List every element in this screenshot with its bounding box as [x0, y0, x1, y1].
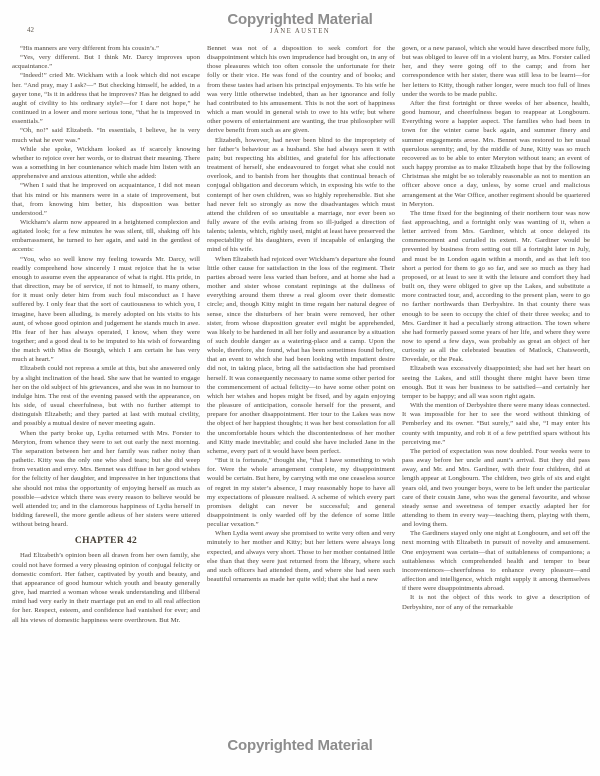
paragraph: After the first fortnight or three weeks of her absence, health, good humour, and cheerfulness began to reappear at Longbourn. Everything wore a happier aspect. The families who had been in town for the winter came back again, and summer finery and summer engagements arose. Mrs. Bennet was restored to her usual querulous serenity; and, by the middle of June, Kitty was so much recovered as to be able to enter Meryton without tears; an event of such happy promise as to make Elizabeth hope that by the following Christmas she might be so tolerably reasonable as not to mention an officer above once a day, unless, by some cruel and malicious arrangement at the War Office, another regiment should be quartered in Meryton. [402, 99, 590, 208]
paragraph: “Indeed!” cried Mr. Wickham with a look which did not escape her. “And pray, may I ask?—” But checking himself, he added, in a gayer tone, “Is it in address that he improves? Has he deigned to add aught of civility to his ordinary style?—for I dare not hope,” he continued in a lower and more serious tone, “that he is improved in essentials.” [12, 72, 200, 126]
paragraph: Elizabeth could not repress a smile at this, but she answered only by a slight inclination of the head. She saw that he wanted to engage her on the old subject of his grievances, and she was in no humour to indulge him. The rest of the evening passed with the appearance, on his side, of usual cheerfulness, but with no further attempt to distinguish Elizabeth; and they parted at last with mutual civility, and possibly a mutual desire of never meeting again. [12, 365, 200, 428]
paragraph: “When I said that he improved on acquaintance, I did not mean that his mind or his manners were in a state of improvement, but that, from knowing him better, his disposition was better understood.” [12, 182, 200, 217]
paragraph-continuation: Bennet was not of a disposition to seek comfort for the disappointment which his own imprudence had brought on, in any of those pleasures which too often console the unfortunate for their folly or their vice. He was fond of the country and of books; and from these tastes had arisen his principal enjoyments. To his wife he was very little otherwise indebted, than as her ignorance and folly had contributed to his amusement. This is not the sort of happiness which a man would in general wish to owe to his wife; but where other powers of entertainment are wanting, the true philosopher will derive benefit from such as are given. [207, 45, 395, 135]
paragraph: Wickham’s alarm now appeared in a heightened complexion and agitated look; for a few minutes he was silent, till, shaking off his embarrassment, he turned to her again, and said in the gentlest of accents: [12, 218, 200, 254]
paragraph: Elizabeth, however, had never been blind to the impropriety of her father’s behaviour as a husband. She had always seen it with pain; but respecting his abilities, and grateful for his affectionate treatment of herself, she endeavoured to forget what she could not overlook, and to banish from her thoughts that continual breach of conjugal obligation and decorum which, in exposing his wife to the contempt of her own children, was so highly reprehensible. But she had never felt so strongly as now the disadvantages which must attend the children of so unsuitable a marriage, nor ever been so fully aware of the evils arising from so ill-judged a direction of talents; talents, which, rightly used, might at least have preserved the respectability of his daughters, even if incapable of enlarging the mind of his wife. [207, 136, 395, 254]
paragraph: Had Elizabeth’s opinion been all drawn from her own family, she could not have formed a very pleasing opinion of conjugal felicity or domestic comfort. Her father, captivated by youth and beauty, and that appearance of good humour which youth and beauty generally give, had married a woman whose weak understanding and illiberal mind had very early in their marriage put an end to all real affection for her. Respect, esteem, and confidence had vanished for ever; and all his views of domestic happiness were overthrown. But Mr. [12, 552, 200, 624]
paragraph: When Lydia went away she promised to write very often and very minutely to her mother and Kitty; but her letters were always long expected, and always very short. Those to her mother contained little else than that they were just returned from the library, where such and such officers had attended them, and where she had seen such beautiful ornaments as made her quite wild; that she had a new [207, 530, 395, 584]
paragraph: “You, who so well know my feeling towards Mr. Darcy, will readily comprehend how sincerely I must rejoice that he is wise enough to assume even the appearance of what is right. His pride, in that direction, may be of service, if not to himself, to many others, for it must only deter him from such foul misconduct as I have suffered by. I only fear that the sort of cautiousness to which you, I imagine, have been alluding, is merely adopted on his visits to his aunt, of whose good opinion and judgement he stands much in awe. His fear of her has always operated, I know, when they were together; and a good deal is to be imputed to his wish of forwarding the match with Miss de Bourgh, which I am certain he has very much at heart.” [12, 255, 200, 364]
paragraph: “Oh, no!” said Elizabeth. “In essentials, I believe, he is very much what he ever was.” [12, 127, 200, 144]
paragraph: When the party broke up, Lydia returned with Mrs. Forster to Meryton, from whence they were to set out early the next morning. The separation between her and her family was rather noisy than pathetic. Kitty was the only one who shed tears; but she did weep from vexation and envy. Mrs. Bennet was diffuse in her good wishes for the felicity of her daughter, and impressive in her injunctions that she should not miss the opportunity of enjoying herself as much as possible—advice which there was every reason to believe would be well attended to; and in the clamorous happiness of Lydia herself in bidding farewell, the more gentle adieus of her sisters were uttered without being heard. [12, 429, 200, 529]
paragraph: While she spoke, Wickham looked as if scarcely knowing whether to rejoice over her words, or to distrust their meaning. There was a something in her countenance which made him listen with an apprehensive and anxious attention, while she added: [12, 145, 200, 181]
watermark-bottom: Copyrighted Material [227, 737, 373, 754]
paragraph: Elizabeth was excessively disappointed; she had set her heart on seeing the Lakes, and still thought there might have been time enough. But it was her business to be satisfied—and certainly her temper to be happy; and all was soon right again. [402, 365, 590, 400]
paragraph-continuation: gown, or a new parasol, which she would have described more fully, but was obliged to leave off in a violent hurry, as Mrs. Forster called her, and they were going off to the camp; and from her correspondence with her sister, there was still less to be learnt—for her letters to Kitty, though rather longer, were much too full of lines under the words to be made public. [402, 45, 590, 98]
paragraph: “His manners are very different from his cousin’s.” [20, 45, 159, 52]
chapter-heading: CHAPTER 42 [74, 536, 138, 547]
text-columns [12, 44, 590, 625]
paragraph: “Yes, very different. But I think Mr. Darcy improves upon acquaintance.” [12, 54, 200, 71]
column-middle [207, 44, 395, 625]
paragraph: It is not the object of this work to give a description of Derbyshire, nor of any of the remarkable [402, 594, 590, 611]
paragraph: The period of expectation was now doubled. Four weeks were to pass away before her uncle and aunt’s arrival. But they did pass away, and Mr. and Mrs. Gardiner, with their four children, did at length appear at Longbourn. The children, two girls of six and eight years old, and two younger boys, were to be left under the particular care of their cousin Jane, who was the general favourite, and whose steady sense and sweetness of temper exactly adapted her for attending to them in every way—teaching them, playing with them, and loving them. [402, 447, 590, 529]
column-right [402, 44, 590, 625]
column-left [12, 44, 200, 625]
watermark-top: Copyrighted Material [227, 11, 373, 28]
running-header: JANE AUSTEN [269, 28, 331, 35]
paragraph: “But it is fortunate,” thought she, “that I have something to wish for. Were the whole arrangement complete, my disappointment would be certain. But here, by carrying with me one ceaseless source of regret in my sister’s absence, I may reasonably hope to have all my expectations of pleasure realised. A scheme of which every part promises delight can never be successful; and general disappointment is only warded off by the defence of some little peculiar vexation.” [207, 457, 395, 529]
paragraph: With the mention of Derbyshire there were many ideas connected. It was impossible for her to see the word without thinking of Pemberley and its owner. “But surely,” said she, “I may enter his county with impunity, and rob it of a few petrified spars without his perceiving me.” [402, 402, 590, 446]
page-number: 42 [27, 26, 34, 34]
paragraph: When Elizabeth had rejoiced over Wickham’s departure she found little other cause for satisfaction in the loss of the regiment. Their parties abroad were less varied than before, and at home she had a mother and sister whose constant repinings at the dullness of everything around them threw a real gloom over their domestic circle; and, though Kitty might in time regain her natural degree of sense, since the disturbers of her brain were removed, her other sister, from whose disposition greater evil might be apprehended, was likely to be hardened in all her folly and assurance by a situation of such double danger as a watering-place and a camp. Upon the whole, therefore, she found, what has been sometimes found before, that an event to which she had been looking with impatient desire did not, in taking place, bring all the satisfaction she had promised herself. It was consequently necessary to name some other period for the commencement of actual felicity—to have some other point on which her wishes and hopes might be fixed, and by again enjoying the pleasure of anticipation, console herself for the present, and prepare for another disappointment. Her tour to the Lakes was now the object of her happiest thoughts; it was her best consolation for all the uncomfortable hours which the discontentedness of her mother and Kitty made inevitable; and could she have included Jane in the scheme, every part of it would have been perfect. [207, 255, 395, 455]
paragraph: The Gardiners stayed only one night at Longbourn, and set off the next morning with Elizabeth in pursuit of novelty and amusement. One enjoyment was certain—that of suitableness of companions; a suitableness which comprehended health and temper to bear inconveniences—cheerfulness to enhance every pleasure—and affection and intelligence, which might supply it among themselves if there were disappointments abroad. [402, 530, 590, 593]
paragraph: The time fixed for the beginning of their northern tour was now fast approaching, and a fortnight only was wanting of it, when a letter arrived from Mrs. Gardiner, which at once delayed its commencement and curtailed its extent. Mr. Gardiner would be prevented by business from setting out till a fortnight later in July, and must be in London again within a month, and as that left too short a period for them to go so far, and see so much as they had proposed, or at least to see it with the leisure and comfort they had built on, they were obliged to give up the Lakes, and substitute a more contracted tour, and, according to the present plan, were to go no farther northwards than Derbyshire. In that county there was enough to be seen to occupy the chief of their three weeks; and to Mrs. Gardiner it had a peculiarly strong attraction. The town where she had formerly passed some years of her life, and where they were now to spend a few days, was probably as great an object of her curiosity as all the celebrated beauties of Matlock, Chatsworth, Dovedale, or the Peak. [402, 209, 590, 364]
